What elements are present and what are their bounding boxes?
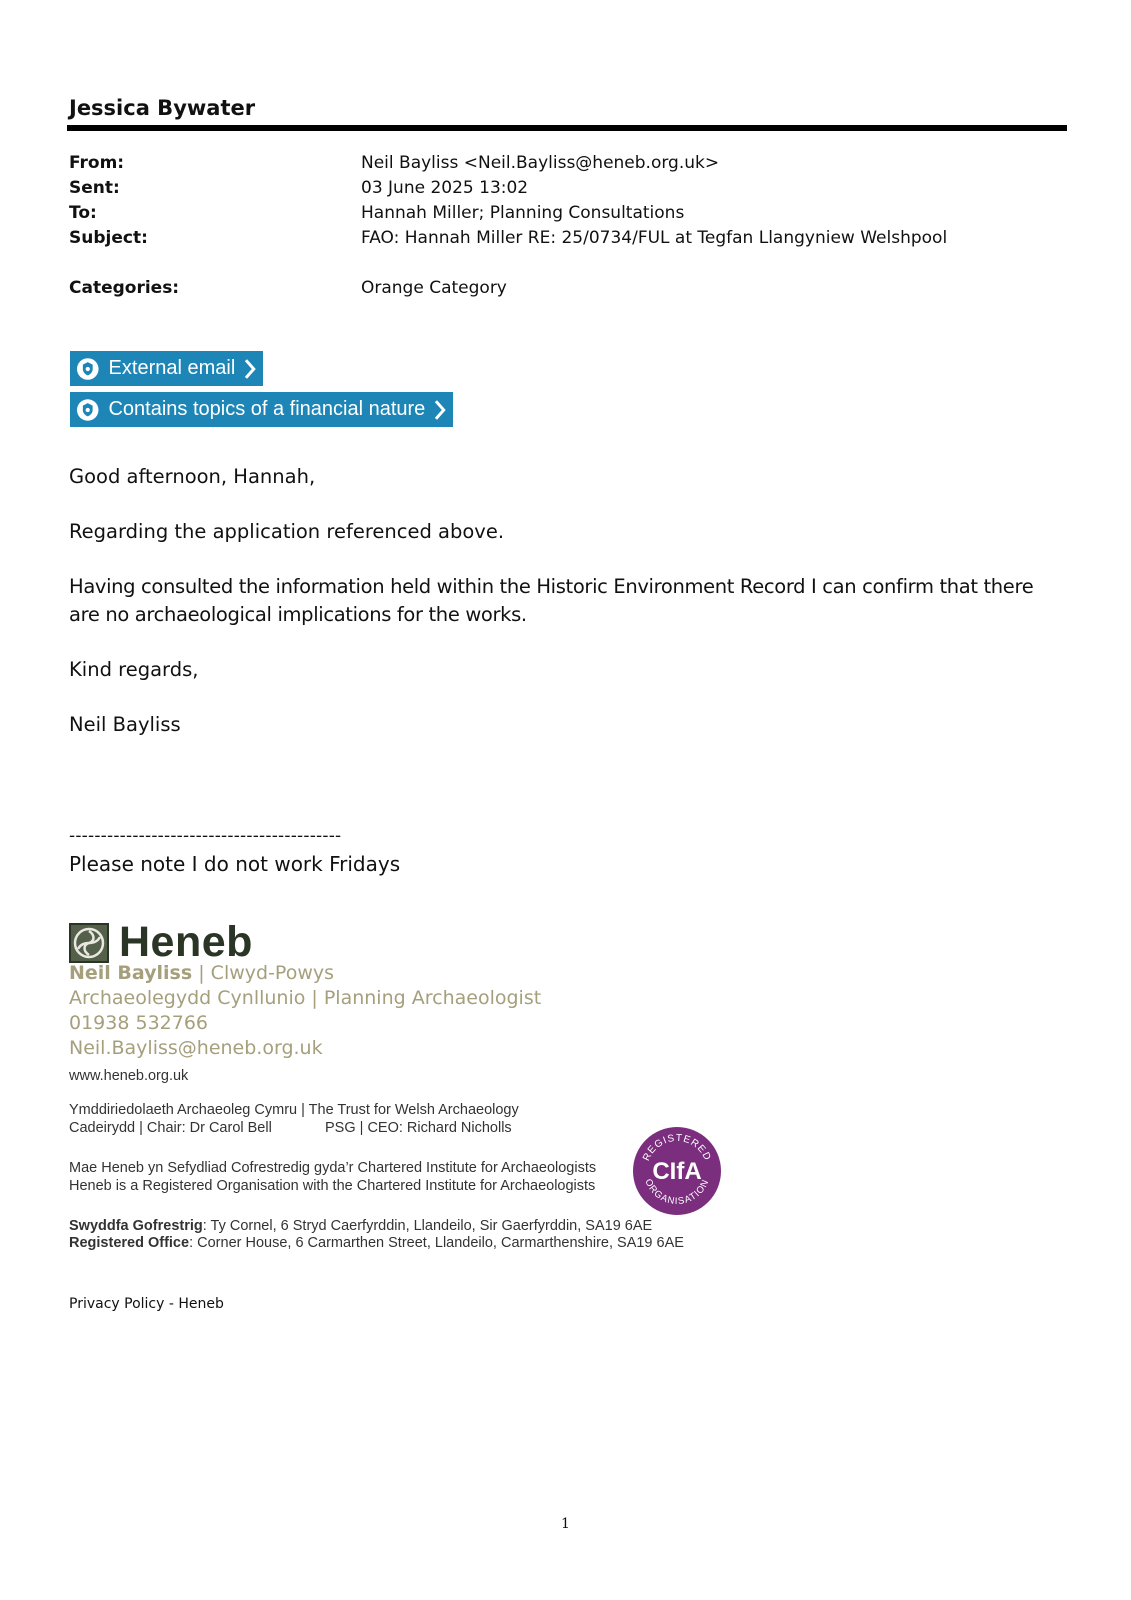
from-label: From: [69, 153, 125, 173]
subject-label: Subject: [69, 228, 148, 248]
cifa-registered-badge [632, 1126, 722, 1216]
sender-signoff: Neil Bayliss [69, 713, 181, 736]
registered-office-welsh [69, 1218, 652, 1234]
registration-english: Heneb is a Registered Organisation with the Chartered Institute for Archaeologists [69, 1178, 596, 1194]
page-number: 1 [561, 1516, 570, 1532]
working-days-note: Please note I do not work Fridays [69, 852, 401, 876]
body-paragraph-1: Regarding the application referenced above. [69, 520, 505, 543]
signature-name-line [69, 962, 334, 984]
office-welsh-address: : Ty Cornel, 6 Stryd Caerfyrddin, Llandeilo, Sir Gaerfyrddin, SA19 6AE [202, 1218, 653, 1234]
heneb-triskele-icon [69, 923, 109, 963]
financial-topics-banner[interactable] [70, 392, 453, 427]
signature-phone[interactable]: 01938 532766 [69, 1012, 209, 1034]
shield-icon [76, 398, 99, 422]
closing: Kind regards, [69, 658, 199, 681]
sent-value: 03 June 2025 13:02 [361, 178, 529, 198]
mailbox-owner-name: Jessica Bywater [69, 96, 256, 120]
to-value[interactable]: Hannah Miller; Planning Consultations [361, 203, 685, 223]
heneb-logo-text: Heneb [119, 918, 253, 966]
badge-ring-top: REGISTERED [641, 1132, 713, 1163]
body-paragraph-2: Having consulted the information held within the Historic Environment Record I can confirm that there are no archaeological implications for the works. [69, 575, 1034, 626]
heneb-logo [69, 918, 253, 967]
registration-welsh: Mae Heneb yn Sefydliad Cofrestredig gyda’r Chartered Institute for Archaeologists [69, 1160, 597, 1176]
trust-line: Ymddiriedolaeth Archaeoleg Cymru | The Trust for Welsh Archaeology [69, 1102, 519, 1118]
categories-label: Categories: [69, 278, 180, 298]
chevron-right-icon [433, 399, 447, 421]
shield-icon [76, 357, 100, 381]
badge-center-text: CIfA [652, 1158, 702, 1185]
ceo-line: PSG | CEO: Richard Nicholls [325, 1120, 512, 1136]
chair-line: Cadeirydd | Chair: Dr Carol Bell [69, 1120, 272, 1136]
from-value[interactable]: Neil Bayliss <Neil.Bayliss@heneb.org.uk> [361, 153, 720, 173]
external-email-label: External email [108, 357, 236, 379]
chevron-right-icon [243, 358, 257, 380]
signature-region: | Clwyd-Powys [198, 962, 335, 984]
badge-ring-bottom: ORGANISATION [642, 1177, 712, 1208]
subject-value: FAO: Hannah Miller RE: 25/0734/FUL at Tegfan Llangyniew Welshpool [361, 228, 948, 248]
financial-topics-label: Contains topics of a financial nature [108, 398, 426, 420]
signature-email[interactable]: Neil.Bayliss@heneb.org.uk [69, 1037, 323, 1059]
to-label: To: [69, 203, 97, 223]
website-link[interactable]: www.heneb.org.uk [69, 1068, 189, 1084]
signature-name: Neil Bayliss [69, 962, 193, 984]
privacy-policy-link[interactable]: Privacy Policy - Heneb [69, 1296, 224, 1312]
categories-value: Orange Category [361, 278, 507, 298]
office-welsh-label: Swyddfa Gofrestrig [69, 1218, 203, 1234]
registered-office-english [69, 1235, 684, 1251]
signature-separator: ------------------------------------------- [69, 826, 342, 846]
signature-role: Archaeolegydd Cynllunio | Planning Archaeologist [69, 987, 542, 1009]
office-english-address: : Corner House, 6 Carmarthen Street, Llandeilo, Carmarthenshire, SA19 6AE [189, 1235, 684, 1251]
greeting: Good afternoon, Hannah, [69, 465, 316, 488]
sent-label: Sent: [69, 178, 120, 198]
header-divider [67, 125, 1067, 131]
office-english-label: Registered Office [69, 1235, 190, 1251]
external-email-banner[interactable] [70, 351, 263, 386]
